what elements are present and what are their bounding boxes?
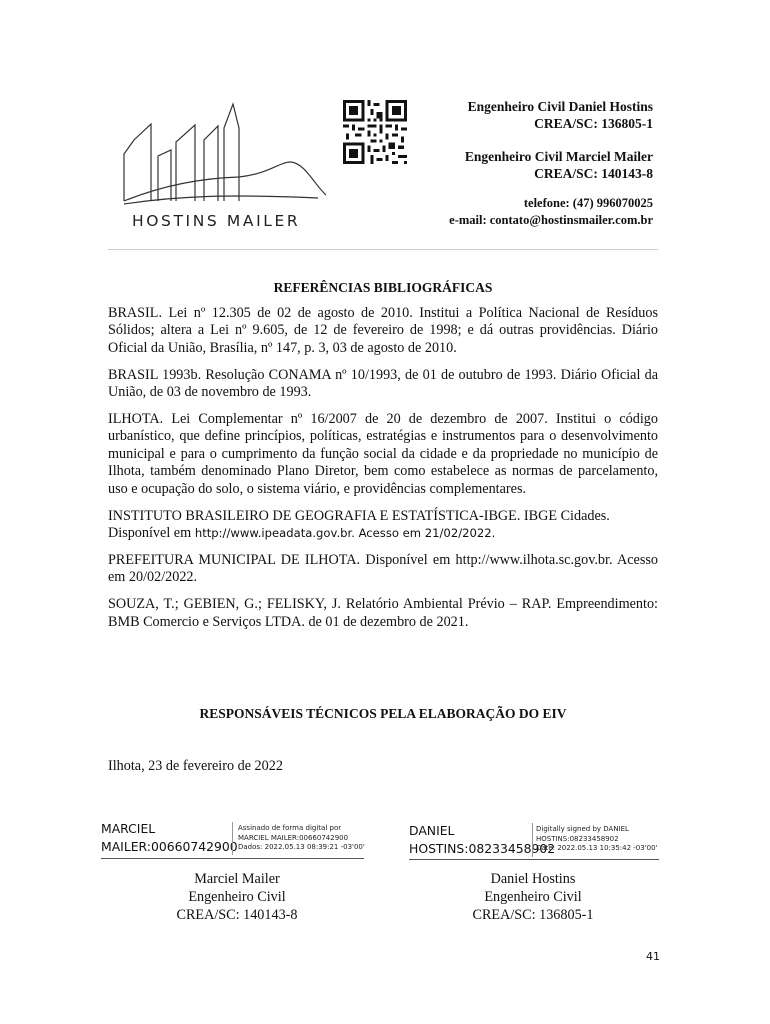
engineer2-crea: CREA/SC: 140143-8 [534, 166, 653, 181]
digital-signature-daniel[interactable] [409, 820, 659, 860]
page-number: 41 [646, 950, 660, 963]
signature-name-line1: DANIEL [409, 823, 455, 838]
references-title: REFERÊNCIAS BIBLIOGRÁFICAS [273, 280, 493, 295]
engineer1-crea: CREA/SC: 136805-1 [534, 116, 653, 131]
signature-name-line2: HOSTINS:08233458902 [409, 841, 556, 856]
reference-item: BRASIL 1993b. Resolução CONAMA nº 10/1993, de 01 de outubro de 1993. Diário Oficial da União, de 03 de novembro de 1993. [108, 366, 658, 401]
contact-block [449, 98, 653, 229]
ibge-main-text: INSTITUTO BRASILEIRO DE GEOGRAFIA E ESTATÍSTICA-IBGE. IBGE Cidades. [108, 507, 610, 524]
signature-meta-1: Assinado de forma digital por [238, 824, 342, 832]
signatory-name: Daniel Hostins [490, 871, 576, 887]
digital-signature-marciel[interactable] [101, 820, 364, 860]
signature-meta-2: MARCIEL MAILER:00660742900 [238, 833, 349, 842]
email-text: e-mail: contato@hostinsmailer.com.br [449, 213, 653, 227]
logo-text: HOSTINS MAILER [132, 212, 301, 230]
signature-name-line1: MARCIEL [101, 821, 156, 836]
signatory-role: Engenheiro Civil [484, 889, 582, 906]
engineer2-name: Engenheiro Civil Marciel Mailer [464, 149, 653, 164]
reference-item: ILHOTA. Lei Complementar nº 16/2007 de 20 de dezembro de 2007. Institui o código urbanístico, que define princípios, políticas, estratégias e instrumentos para o desenvolvimento municipal e para o cumprimento da função social da cidade e da propriedade no município de Ilhota, também denominado Plano Diretor, bem como estabelece as normas de parcelamento, uso e ocupação do solo, o sistema viário, e providências complementares. [108, 411, 658, 497]
signature-line [409, 859, 659, 860]
signatory-role: Engenheiro Civil [188, 889, 286, 906]
signature-divider [232, 822, 237, 855]
reference-item: PREFEITURA MUNICIPAL DE ILHOTA. Disponível em http://www.ilhota.sc.gov.br. Acesso em 20/02/2022. [108, 551, 658, 586]
signature-meta-1: Digitally signed by DANIEL [536, 825, 629, 833]
signature-meta-3: Dados: 2022.05.13 08:39:21 -03'00' [238, 843, 365, 852]
hostins-mailer-logo [118, 98, 328, 236]
signatory-marciel [112, 870, 362, 925]
header-divider [108, 249, 658, 250]
signature-name-line2: MAILER:00660742900 [101, 839, 238, 854]
reference-item: BRASIL. Lei nº 12.305 de 02 de agosto de 2010. Institui a Política Nacional de Resíduos Sólidos; altera a Lei nº 9.605, de 12 de fevereiro de 1998; e dá outras providências. Diário Oficial da União, Brasília, nº 147, p. 3, 03 de agosto de 2010. [108, 305, 658, 356]
qr-code-icon [343, 100, 407, 164]
responsibles-title: RESPONSÁVEIS TÉCNICOS PELA ELABORAÇÃO DO EIV [199, 706, 567, 721]
signature-meta-3: Date: 2022.05.13 10:35:42 -03'00' [536, 844, 658, 853]
signatory-name: Marciel Mailer [194, 871, 280, 887]
signatory-crea: CREA/SC: 136805-1 [472, 907, 594, 924]
signature-line [101, 858, 364, 859]
signatory-crea: CREA/SC: 140143-8 [176, 907, 298, 924]
reference-item-ibge [108, 508, 658, 543]
ibge-url-text: http://www.ipeadata.gov.br. Acesso em 21/02/2022. [191, 525, 496, 540]
phone-text: telefone: (47) 996070025 [523, 196, 653, 210]
ibge-disp-text: Disponível em [108, 524, 192, 541]
place-date: Ilhota, 23 de fevereiro de 2022 [108, 758, 283, 774]
signature-meta-2: HOSTINS:08233458902 [536, 834, 619, 843]
reference-item: SOUZA, T.; GEBIEN, G.; FELISKY, J. Relatório Ambiental Prévio – RAP. Empreendimento: BMB Comercio e Serviços LTDA. de 01 de dezembro de 2021. [108, 596, 658, 630]
signatory-daniel [408, 870, 658, 925]
skyline-logo-graphic [118, 98, 328, 210]
engineer1-name: Engenheiro Civil Daniel Hostins [467, 99, 653, 114]
references-list [108, 305, 658, 641]
